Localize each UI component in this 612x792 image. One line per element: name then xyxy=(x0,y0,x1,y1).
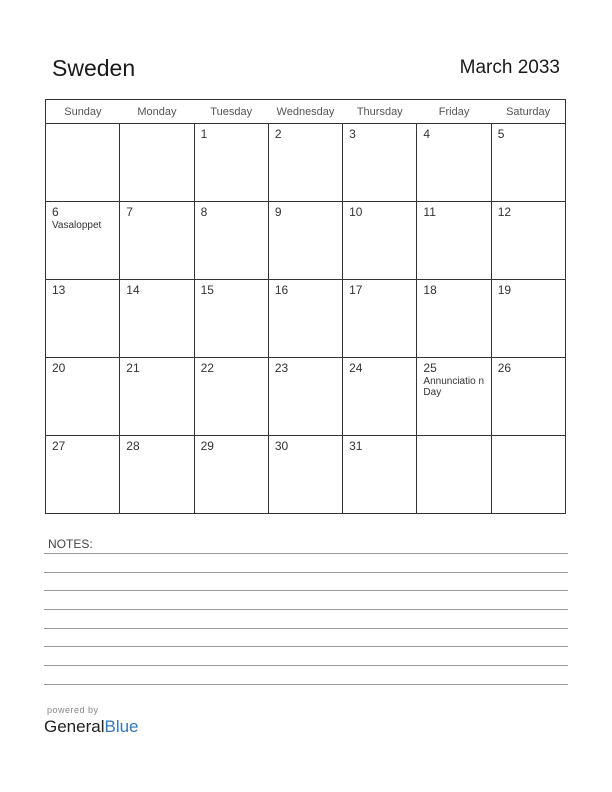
day-cell-content xyxy=(417,202,490,222)
day-cell[interactable] xyxy=(268,124,342,202)
day-cell[interactable] xyxy=(120,436,194,514)
day-cell[interactable] xyxy=(343,436,417,514)
note-line xyxy=(44,665,568,666)
weekday-header: Saturday xyxy=(491,100,565,124)
day-number: 3 xyxy=(349,127,356,141)
day-number: 26 xyxy=(497,361,512,375)
day-cell-content xyxy=(120,124,193,130)
day-number: 1 xyxy=(200,127,208,141)
day-number: 23 xyxy=(274,361,289,375)
day-cell[interactable] xyxy=(194,280,268,358)
day-cell[interactable] xyxy=(194,202,268,280)
day-cell-content xyxy=(269,202,342,222)
day-number: 15 xyxy=(200,283,214,297)
day-cell-content xyxy=(269,280,342,300)
day-cell-content xyxy=(120,358,193,378)
day-cell xyxy=(120,124,194,202)
brand-blue: Blue xyxy=(104,717,139,736)
day-number: 29 xyxy=(200,439,214,453)
week-row xyxy=(46,202,566,280)
day-cell-content xyxy=(195,358,268,378)
day-cell[interactable] xyxy=(194,358,268,436)
day-cell-content xyxy=(343,436,416,456)
day-cell[interactable] xyxy=(120,358,194,436)
note-line xyxy=(44,646,568,647)
note-line xyxy=(44,553,568,554)
day-number: 21 xyxy=(126,361,140,375)
day-cell[interactable] xyxy=(46,280,120,358)
note-line xyxy=(44,628,568,629)
day-cell[interactable] xyxy=(268,358,342,436)
day-number: 22 xyxy=(200,361,214,375)
day-cell xyxy=(491,436,565,514)
day-number: 4 xyxy=(423,127,431,141)
day-cell[interactable] xyxy=(343,124,417,202)
day-number: 27 xyxy=(52,439,66,453)
day-cell-content xyxy=(417,280,490,300)
day-cell-content xyxy=(120,280,193,300)
day-cell[interactable] xyxy=(417,280,491,358)
weekday-header: Thursday xyxy=(343,100,417,124)
day-cell-content xyxy=(492,202,565,222)
day-cell-content xyxy=(492,124,565,144)
day-number: 28 xyxy=(126,439,140,453)
day-number: 24 xyxy=(349,361,363,375)
note-line xyxy=(44,572,568,573)
day-cell[interactable] xyxy=(417,358,491,436)
week-row xyxy=(46,436,566,514)
day-cell-content xyxy=(46,280,119,300)
day-cell-content xyxy=(120,436,193,456)
weekday-header: Sunday xyxy=(46,100,120,124)
note-line xyxy=(44,609,568,610)
day-number: 12 xyxy=(497,205,512,219)
day-cell-content xyxy=(417,436,490,442)
day-cell[interactable] xyxy=(491,358,565,436)
day-cell[interactable] xyxy=(194,436,268,514)
weekday-header: Wednesday xyxy=(268,100,342,124)
weekday-header: Monday xyxy=(120,100,194,124)
week-row xyxy=(46,280,566,358)
day-cell[interactable] xyxy=(491,280,565,358)
day-cell-content xyxy=(120,202,193,222)
day-cell[interactable] xyxy=(46,202,120,280)
day-cell-content xyxy=(195,436,268,456)
day-number: 6 xyxy=(52,205,59,219)
day-cell[interactable] xyxy=(194,124,268,202)
powered-by-text: powered by xyxy=(47,705,99,715)
calendar-month: March 2033 xyxy=(459,57,560,78)
week-row xyxy=(46,124,566,202)
day-cell-content xyxy=(195,124,268,144)
day-number: 11 xyxy=(423,205,436,219)
day-cell-content xyxy=(492,280,565,300)
day-cell-content xyxy=(46,202,119,234)
day-cell-content xyxy=(343,124,416,144)
day-cell[interactable] xyxy=(120,280,194,358)
day-number: 25 xyxy=(423,361,437,375)
day-cell xyxy=(417,436,491,514)
day-cell-content xyxy=(343,358,416,378)
day-cell-content xyxy=(343,202,416,222)
day-number: 16 xyxy=(274,283,289,297)
day-cell-content xyxy=(343,280,416,300)
day-cell-content xyxy=(46,124,119,130)
calendar-country: Sweden xyxy=(52,55,136,81)
day-number: 19 xyxy=(497,283,512,297)
generalblue-logo[interactable] xyxy=(44,717,139,737)
day-number: 14 xyxy=(126,283,140,297)
note-line xyxy=(44,590,568,591)
day-number: 2 xyxy=(274,127,282,141)
holiday-label: Vasaloppet xyxy=(52,220,102,231)
brand-general: General xyxy=(44,717,105,736)
day-cell[interactable] xyxy=(46,358,120,436)
weekday-header: Friday xyxy=(417,100,491,124)
day-cell[interactable] xyxy=(417,124,491,202)
day-number: 30 xyxy=(274,439,289,453)
day-number: 10 xyxy=(349,205,363,219)
day-number: 13 xyxy=(52,283,66,297)
day-cell xyxy=(46,124,120,202)
day-cell[interactable] xyxy=(268,202,342,280)
day-cell[interactable] xyxy=(46,436,120,514)
day-number: 9 xyxy=(274,205,282,219)
day-cell-content xyxy=(269,124,342,144)
day-number: 8 xyxy=(200,205,208,219)
day-cell[interactable] xyxy=(268,436,342,514)
weekday-header-row xyxy=(46,100,566,124)
day-number: 5 xyxy=(497,127,505,141)
weekday-header: Tuesday xyxy=(194,100,268,124)
day-cell-content xyxy=(46,358,119,378)
day-cell-content xyxy=(417,124,490,144)
day-cell-content xyxy=(195,202,268,222)
holiday-label: Annunciatio n Day xyxy=(423,376,485,398)
day-cell-content xyxy=(492,358,565,378)
day-cell-content xyxy=(492,436,565,442)
day-cell[interactable] xyxy=(491,124,565,202)
day-cell[interactable] xyxy=(491,202,565,280)
day-cell[interactable] xyxy=(343,202,417,280)
day-number: 20 xyxy=(52,361,66,375)
day-cell-content xyxy=(46,436,119,456)
calendar-grid xyxy=(45,99,566,514)
day-number: 17 xyxy=(349,283,363,297)
day-cell[interactable] xyxy=(120,202,194,280)
day-number: 18 xyxy=(423,283,437,297)
day-number: 7 xyxy=(126,205,133,219)
day-number: 31 xyxy=(349,439,363,453)
day-cell-content xyxy=(195,280,268,300)
notes-label: NOTES: xyxy=(48,537,93,551)
day-cell[interactable] xyxy=(417,202,491,280)
day-cell-content xyxy=(417,358,490,401)
day-cell-content xyxy=(269,436,342,456)
week-row xyxy=(46,358,566,436)
note-line xyxy=(44,684,568,685)
day-cell[interactable] xyxy=(343,280,417,358)
day-cell[interactable] xyxy=(343,358,417,436)
day-cell[interactable] xyxy=(268,280,342,358)
day-cell-content xyxy=(269,358,342,378)
